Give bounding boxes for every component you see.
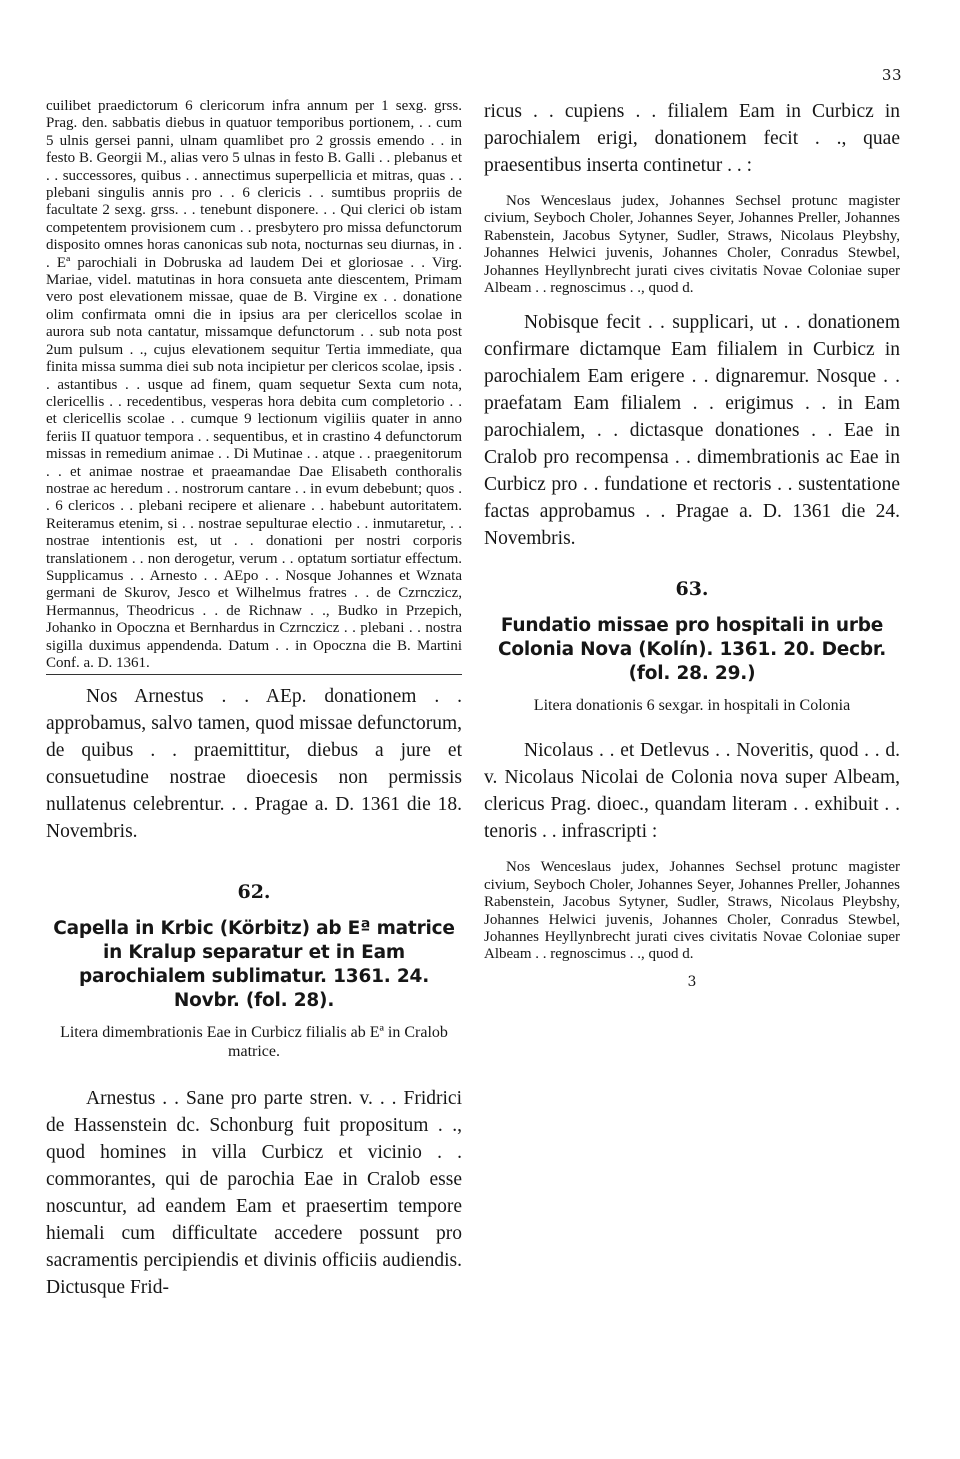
left-approbation-text: Nos Arnestus . . AEp. donationem . . approbamus, salvo tamen, quod missae defunctorum, de quibus . . praemittitur, diebus a jure et consuetudine nostrae dioecesis non permissis nullatenus celebrentur. . . Pragae a. D. 1361 die 18. Novembris. <box>46 686 462 843</box>
left-divider <box>46 674 462 675</box>
right-column <box>484 98 900 990</box>
right-confirmation-text: Nobisque fecit . . supplicari, ut . . donationem confirmare dictamque Eam filialem in Curbicz in parochialem Eam erigere . . dignaremur. Nosque . . praefatam Eam filialem . . erigimus . . in Eam parochialem, . . dictasque donationes . . Eae in Cralob pro recompensa . . dimembrationis ac Eae in Curbicz pro . . fundatione et rectoris . . sustentatione factas approbamus . . Pragae a. D. 1361 die 24. Novembris. <box>484 312 900 550</box>
document-number-62: 62. <box>237 881 271 904</box>
document-63-subheading: Litera donationis 6 sexgar. in hospitali in Colonia <box>533 697 851 715</box>
page-number: 33 <box>881 66 902 84</box>
document-63-body: Nicolaus . . et Detlevus . . Noveritis, quod . . d. v. Nicolaus Nicolai de Colonia nova super Albeam, clericus Prag. dioec., quandam literam . . exhibuit . . tenoris . . infrascripti : <box>484 740 900 843</box>
left-continuation-text: cuilibet praedictorum 6 clericorum infra annum per 1 sexg. grss. Prag. den. sabbatis diebus in quatuor temporibus portionem, . . cum 5 ulnis gersei panni, ulnam quamlibet pro 2 grossis emendo . . in festo B. Georgii M., alias vero 5 ulnas in festo B. Galli . . plebanus et . . successores, quibus . . annectimus superpellicia et mitras, quas . . plebani singulis annis pro . . 6 clericis . . sumtibus propriis de facultate 2 sexg. grss. . . tenebunt disponere. . . Qui clerici ob istam competentem provisionem cum . . presbytero pro missa defunctorum disposito omnes horas canonicas sub nota, nocturnas seu diurnas, in . . Eª parochiali in Dobruska ad laudem Dei et gloriosae . . Virg. Mariae, videl. matutinas in hora consueta ante diescentem, Primam vero post elevationem missae, quae de B. Virgine ex . . donatione olim confirmata omni die in ipsius ara per clericellos scolae in aurora sub nota cantatur, missamque defunctorum . . sub nota post 2um pulsum . ., cujus elevationem sequitur Tertia immediate, qua finita missa summa diei sub nota incipietur per clericos scolae, ipsis . . astantibus . . usque ad finem, quam sequetur Sexta cum nota, clericellis . . recedentibus, vesperas hora debita cum completorio . . et clericellis scolae . . cumque 9 lectionum vigiliis quater in anno feriis II quatuor tempora . . sequentibus, et in crastino 4 defunctorum missas in remedium animae . . Di Mutinae . . atque . . praegenitorum . . et animae nostrae et praeamandae Dae Elisabeth conthoralis nostrae ac heredum . . nostrorum cantare . . in evum debebunt; quos . . 6 clericos . . plebani recipere et alienare . . habebunt autoritatem. Reiteramus etenim, si . . nostrae sepulturae electio . . inmutaretur, . . nostrae intentionis est, ut . . donationi per nostri corporis translationem . . non derogetur, verum . . optatum sortiatur effectum. Supplicamus . . Arnesto . . AEpo . . Nosque Johannes et Wznata germani de Skurov, Jesco et Wilhelmus fratres . . de Czrnczicz, Hermannus, Theodricus . . de Richnaw . ., Budko in Przepich, Johanko in Opoczna et Bernhardus in Czrnczicz . . plebani . . nostra sigilla duximus appendenda. Datum . . in Opoczna die B. Martini Conf. a. D. 1361. <box>46 98 462 671</box>
footer-number: 3 <box>687 973 697 990</box>
document-63-inserted-charter: Nos Wenceslaus judex, Johannes Sechsel protunc magister civium, Seyboch Choler, Johannes Seyer, Johannes Preller, Johannes Rabenstein, Jacobus Sytyner, Sudler, Straws, Nicolaus Pleybshy, Johannes Helwici juvenis, Johannes Choler, Conradus Stewbel, Johannes Heyllynbrecht jurati cives civitatis Novae Coloniae super Albeam . . regnoscimus . ., quod d. <box>484 859 900 963</box>
document-63-heading: Fundatio missae pro hospitali in urbe Colonia Nova (Kolín). 1361. 20. Decbr. (fol. 28. 29.) <box>497 615 887 685</box>
right-continuation-text: ricus . . cupiens . . filialem Eam in Curbicz in parochialem erigi, donationem fecit . ., quae praesentibus inserta continetur . . : <box>484 101 900 176</box>
document-62-heading: Capella in Krbic (Körbitz) ab Eª matrice in Kralup separatur et in Eam parochialem sublimatur. 1361. 24. Novbr. (fol. 28). <box>53 918 455 1012</box>
left-column <box>46 98 462 1301</box>
document-62-subheading: Litera dimembrationis Eae in Curbicz filialis ab Eª in Cralob matrice. <box>60 1024 448 1061</box>
right-inserted-charter: Nos Wenceslaus judex, Johannes Sechsel protunc magister civium, Seyboch Choler, Johannes Seyer, Johannes Preller, Johannes Rabenstein, Jacobus Sytyner, Sudler, Straws, Nicolaus Pleybshy, Johannes Helwici juvenis, Johannes Choler, Conradus Stewbel, Johannes Heyllynbrecht jurati cives civitatis Novae Coloniae super Albeam . . regnoscimus . ., quod d. <box>484 193 900 297</box>
document-number-63: 63. <box>675 578 709 601</box>
document-62-body: Arnestus . . Sane pro parte stren. v. . . Fridrici de Hassenstein dc. Schonburg fuit propositum . ., quod homines in villa Curbicz et vicinio . . commorantes, qui de parochia Eae in Cralob esse noscuntur, ad eandem Eam et praesertim tempore hiemali cum difficultate accedere possunt pro sacramentis percipiendis et divinis officiis audiendis. Dictusque Frid- <box>46 1088 462 1299</box>
